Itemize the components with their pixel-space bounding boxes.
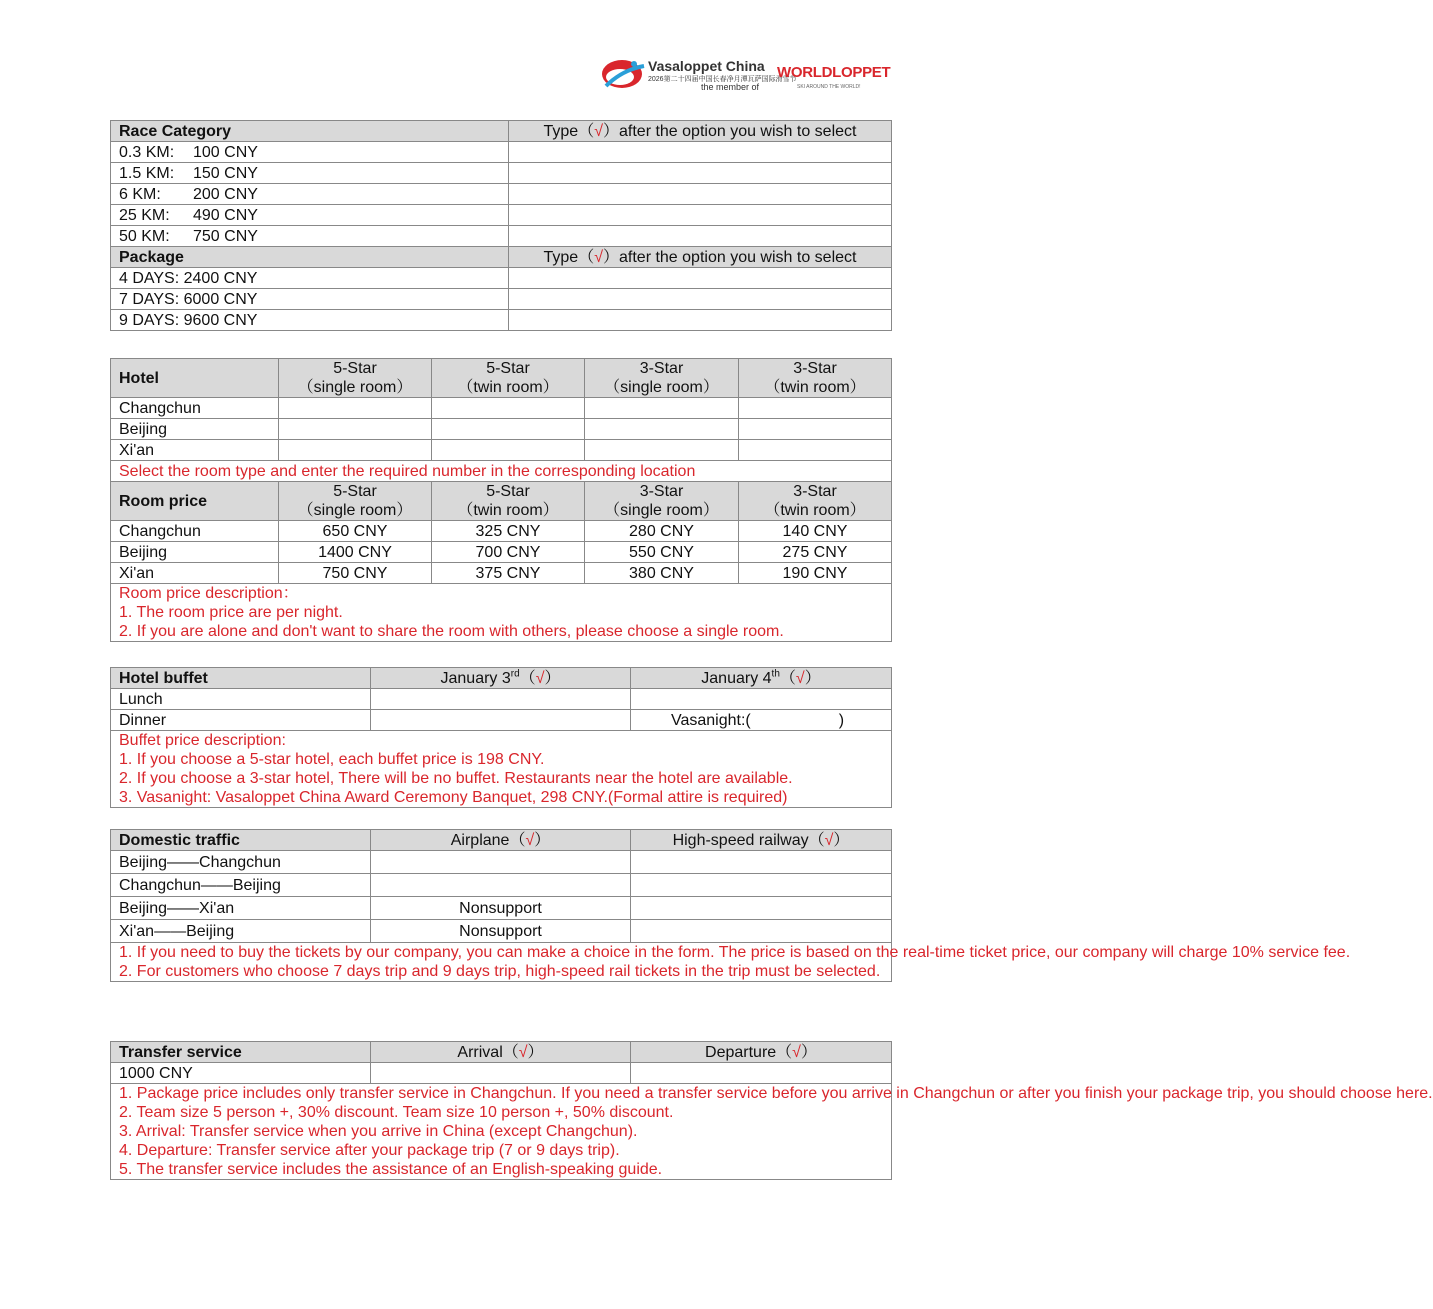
- worldloppet-logo: WORLDLOPPET: [777, 64, 891, 81]
- hotel-instruction: Select the room type and enter the required number in the corresponding location: [111, 461, 892, 482]
- departure-select[interactable]: [631, 1063, 892, 1084]
- traffic-header: Domestic traffic: [111, 830, 371, 851]
- room-price-notes: Room price description： 1. The room price are per night. 2. If you are alone and don't want to share the room with others, please choose a single room.: [111, 584, 892, 642]
- table-row: 7 DAYS: 6000 CNY: [111, 289, 892, 310]
- transfer-notes: 1. Package price includes only transfer service in Changchun. If you need a transfer service before you arrive in Changchun or after you finish your package trip, you should choose here. 2. Team size 5 person +, 30% discount. Team size 10 person +, 50% discount. 3. Arrival: Transfer service when you arrive in China (except Changchun). 4. Departure: Transfer service after your package trip (7 or 9 days trip). 5. The transfer service includes the assistance of an English-speaking guide.: [111, 1084, 892, 1180]
- railway-select[interactable]: [631, 920, 892, 943]
- table-row: 6 KM: 200 CNY: [111, 184, 892, 205]
- package-type-instruction: Type（√）after the option you wish to select: [509, 247, 892, 268]
- table-row: 50 KM: 750 CNY: [111, 226, 892, 247]
- hotel-input[interactable]: [279, 419, 432, 440]
- hotel-input[interactable]: [432, 419, 585, 440]
- table-row: Beijing——Changchun: [111, 851, 892, 874]
- railway-select[interactable]: [631, 897, 892, 920]
- worldloppet-tagline: SKI AROUND THE WORLD!: [797, 84, 861, 90]
- table-row: 0.3 KM: 100 CNY: [111, 142, 892, 163]
- package-header: Package: [111, 247, 509, 268]
- hotel-input[interactable]: [432, 440, 585, 461]
- table-row: Xi'an: [111, 440, 892, 461]
- table-row: Beijing: [111, 419, 892, 440]
- race-category-table: [110, 120, 892, 331]
- package-select-2[interactable]: [509, 310, 892, 331]
- table-row: 4 DAYS: 2400 CNY: [111, 268, 892, 289]
- airplane-select[interactable]: [371, 851, 631, 874]
- table-row: Changchun: [111, 398, 892, 419]
- vasaloppet-logo: [600, 56, 891, 96]
- table-row: Xi'an——Beijing Nonsupport: [111, 920, 892, 943]
- table-row: Changchun——Beijing: [111, 874, 892, 897]
- package-select-1[interactable]: [509, 289, 892, 310]
- buffet-select[interactable]: [371, 710, 631, 731]
- traffic-notes: 1. If you need to buy the tickets by our company, you can make a choice in the form. The price is based on the real-time ticket price, our company will charge 10% service fee. 2. For customers who choose 7 days trip and 9 days trip, high-speed rail tickets in the trip must be selected.: [111, 943, 892, 982]
- airplane-select: Nonsupport: [371, 897, 631, 920]
- brand-subtitle: 2026第二十四届中国长春净月潭瓦萨国际滑雪节: [648, 76, 797, 83]
- transfer-header: Transfer service: [111, 1042, 371, 1063]
- member-of-label: the member of: [701, 82, 760, 92]
- brand-name: Vasaloppet China: [648, 58, 765, 74]
- race-select-2[interactable]: [509, 184, 892, 205]
- hotel-header: Hotel: [111, 359, 279, 398]
- hotel-input[interactable]: [739, 440, 892, 461]
- package-select-0[interactable]: [509, 268, 892, 289]
- arrival-select[interactable]: [371, 1063, 631, 1084]
- race-select-1[interactable]: [509, 163, 892, 184]
- skier-logo-icon: [600, 56, 646, 92]
- hotel-input[interactable]: [739, 419, 892, 440]
- railway-select[interactable]: [631, 874, 892, 897]
- hotel-input[interactable]: [279, 440, 432, 461]
- table-row: Dinner Vasanight:( ): [111, 710, 892, 731]
- hotel-input[interactable]: [279, 398, 432, 419]
- transfer-service-table: Transfer service Arrival（√） Departure（√） 1000 CNY 1. Package price includes only transfer service in Changchun. If you need a transfer service before you arrive in Changchun or after you finish your package trip, you should choose here. 2. Team size 5 person +, 30% discount. Team size 10 person +, 50% discount. 3. Arrival: Transfer service when you arrive in China (except Changchun). 4. Departure: Transfer service after your package trip (7 or 9 days trip). 5. The transfer service includes the assistance of an English-speaking guide.: [110, 1041, 892, 1180]
- hotel-input[interactable]: [739, 398, 892, 419]
- buffet-table: Hotel buffet January 3rd（√） January 4th（√） Lunch Dinner Vasanight:( ) Buffet price description: 1. If you choose a 5-star hotel, each buffet price is 198 CNY. 2. If you choose a 3-star hotel, There will be no buffet. Restaurants near the hotel are available. 3. Vasanight: Vasaloppet China Award Ceremony Banquet, 298 CNY.(Formal attire is required): [110, 667, 892, 808]
- table-row: 9 DAYS: 9600 CNY: [111, 310, 892, 331]
- table-row: Lunch: [111, 689, 892, 710]
- railway-select[interactable]: [631, 851, 892, 874]
- table-row: Xi'an 750 CNY 375 CNY 380 CNY 190 CNY: [111, 563, 892, 584]
- domestic-traffic-table: Domestic traffic Airplane（√） High-speed railway（√） Beijing——Changchun Changchun——Beijing Beijing——Xi'an Nonsupport Xi'an——Beijing Nonsupport 1. If you need to buy the tickets by our company, you can make a choice in the form. The price is based on the real-time ticket price, our company will charge 10% service fee. 2. For customers who choose 7 days trip and 9 days trip, high-speed rail tickets in the trip must be selected.: [110, 829, 892, 982]
- table-row: 25 KM: 490 CNY: [111, 205, 892, 226]
- race-category-header: Race Category: [111, 121, 509, 142]
- race-select-4[interactable]: [509, 226, 892, 247]
- table-row: Changchun 650 CNY 325 CNY 280 CNY 140 CNY: [111, 521, 892, 542]
- table-row: 1000 CNY: [111, 1063, 892, 1084]
- hotel-input[interactable]: [585, 440, 739, 461]
- race-select-3[interactable]: [509, 205, 892, 226]
- hotel-input[interactable]: [585, 398, 739, 419]
- table-row: Beijing——Xi'an Nonsupport: [111, 897, 892, 920]
- race-select-0[interactable]: [509, 142, 892, 163]
- hotel-input[interactable]: [432, 398, 585, 419]
- airplane-select: Nonsupport: [371, 920, 631, 943]
- vasanight-input[interactable]: Vasanight:( ): [631, 710, 892, 731]
- buffet-header: Hotel buffet: [111, 668, 371, 689]
- buffet-select[interactable]: [631, 689, 892, 710]
- race-type-instruction: Type（√）after the option you wish to select: [509, 121, 892, 142]
- room-price-header: Room price: [111, 482, 279, 521]
- buffet-notes: Buffet price description: 1. If you choose a 5-star hotel, each buffet price is 198 CNY. 2. If you choose a 3-star hotel, There will be no buffet. Restaurants near the hotel are available. 3. Vasanight: Vasaloppet China Award Ceremony Banquet, 298 CNY.(Formal attire is required): [111, 731, 892, 808]
- airplane-select[interactable]: [371, 874, 631, 897]
- hotel-input[interactable]: [585, 419, 739, 440]
- buffet-select[interactable]: [371, 689, 631, 710]
- table-row: Beijing 1400 CNY 700 CNY 550 CNY 275 CNY: [111, 542, 892, 563]
- hotel-table: Hotel 5-Star （single room） 5-Star （twin room） 3-Star （single room） 3-Star （twin room） Changchun Beijing Xi'an Select the room type and enter the required number in the corresponding location Room price 5-Star （single room） 5-Star （twin room） 3-Star （single room） 3-Star （twin room） Changchun 650 CNY 325 CNY 280 CNY 140 CNY Beijing 1400 CNY 700 CNY 550 CNY 275 CNY Xi'an 750 CNY 375 CNY 380 CNY 190 CNY Room price description： 1. The room price are per night. 2. If you are alone and don't want to share the room with others, please choose a single room.: [110, 358, 892, 642]
- table-row: 1.5 KM: 150 CNY: [111, 163, 892, 184]
